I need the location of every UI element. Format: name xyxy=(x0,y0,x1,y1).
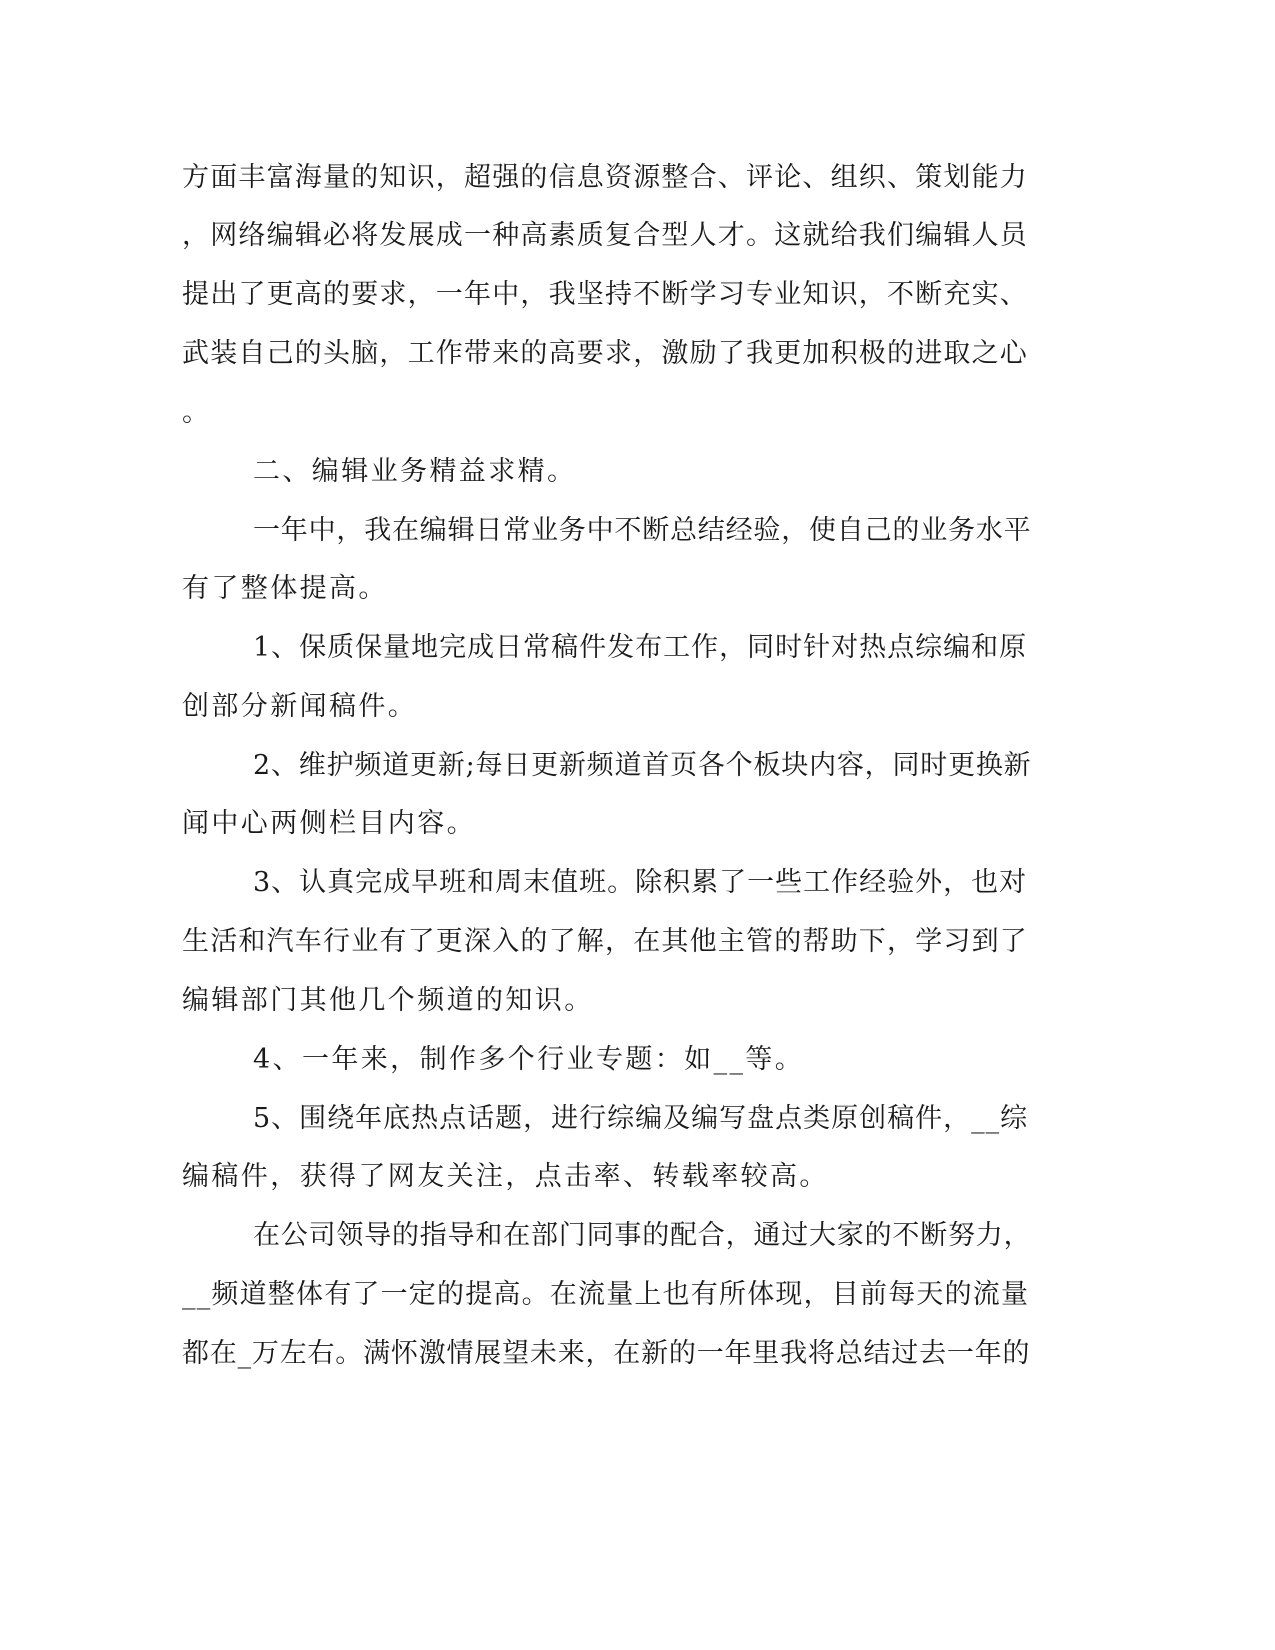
text-line: 方面丰富海量的知识，超强的信息资源整合、评论、组织、策划能力 xyxy=(182,162,1028,193)
text-line: 编稿件，获得了网友关注，点击率、转载率较高。 xyxy=(182,1161,829,1192)
text-line: 有了整体提高。 xyxy=(182,573,388,604)
text-line: 创部分新闻稿件。 xyxy=(182,691,418,722)
list-item-3: 3、认真完成早班和周末值班。除积累了一些工作经验外，也对 xyxy=(253,867,1028,898)
list-item-5: 5、围绕年底热点话题，进行综编及编写盘点类原创稿件，__综 xyxy=(253,1103,1029,1134)
text-line: 编辑部门其他几个频道的知识。 xyxy=(182,985,594,1016)
paragraph-line: 在公司领导的指导和在部门同事的配合，通过大家的不断努力， xyxy=(253,1220,1032,1251)
list-item-4: 4、一年来，制作多个行业专题：如__等。 xyxy=(253,1044,805,1075)
text-line: 生活和汽车行业有了更深入的了解，在其他主管的帮助下，学习到了 xyxy=(182,926,1028,957)
text-line: 武装自己的头脑，工作带来的高要求，激励了我更加积极的进取之心 xyxy=(182,338,1028,369)
text-line: 都在_万左右。满怀激情展望未来，在新的一年里我将总结过去一年的 xyxy=(182,1338,1031,1369)
list-item-2: 2、维护频道更新;每日更新频道首页各个板块内容，同时更换新 xyxy=(253,750,1032,781)
text-line: __频道整体有了一定的提高。在流量上也有所体现，目前每天的流量 xyxy=(182,1279,1030,1310)
text-line: 闻中心两侧栏目内容。 xyxy=(182,808,476,839)
text-line: ，网络编辑必将发展成一种高素质复合型人才。这就给我们编辑人员 xyxy=(182,220,1028,251)
text-line: 提出了更高的要求，一年中，我坚持不断学习专业知识，不断充实、 xyxy=(182,279,1028,310)
list-item-1: 1、保质保量地完成日常稿件发布工作，同时针对热点综编和原 xyxy=(253,632,1028,663)
text-line: 。 xyxy=(182,397,212,428)
section-heading: 二、编辑业务精益求精。 xyxy=(253,456,577,487)
paragraph-line: 一年中，我在编辑日常业务中不断总结经验，使自己的业务水平 xyxy=(253,515,1032,546)
